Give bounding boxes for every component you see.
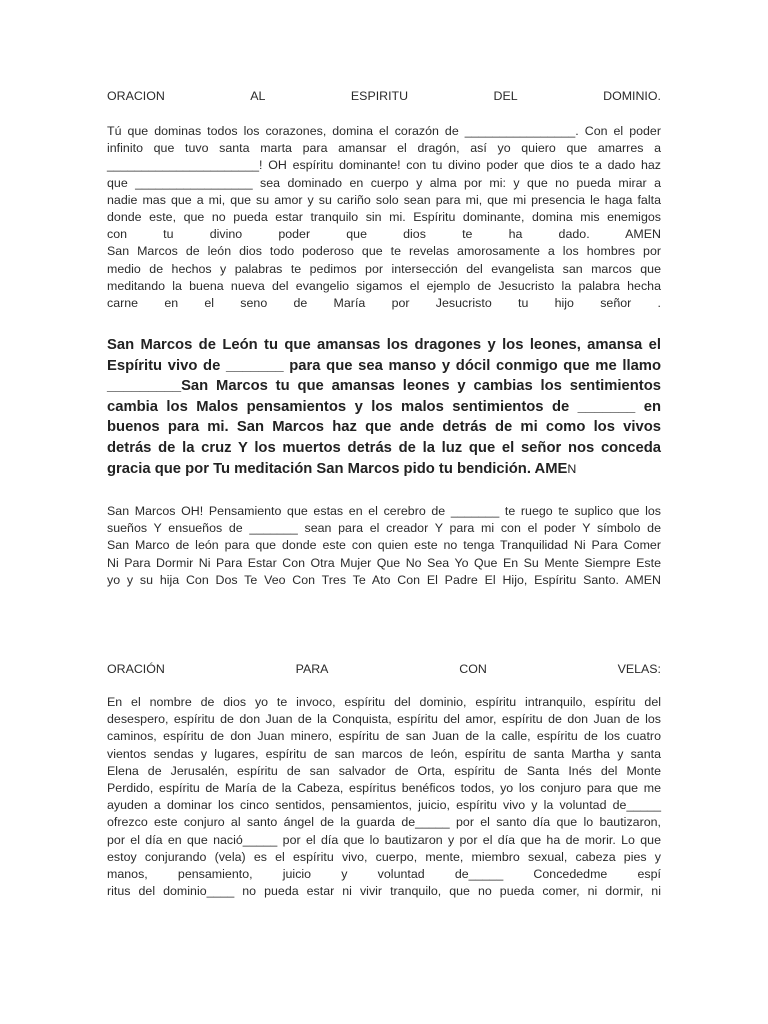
text-line: Tú que dominas todos los corazones, domina el corazón de ________________. Con el poder [107,124,661,138]
text-line [107,459,661,480]
text-line: ritus del dominio____ no pueda estar ni vivir tranquilo, que no pueda comer, ni dormir, ni [107,884,661,899]
text-line: infinito que tuvo santa marta para amansar el dragón, así yo quiero que amarres a [107,141,661,156]
text-fragment: gracia que por Tu meditación San Marcos pido tu bendición. AME [107,460,568,477]
text-line: Perdido, espíritu de María de la Cabeza, espíritus benéficos todos, yo los conjuro para que me [107,781,661,796]
text-line: detrás de la cruz Y los muertos detrás de la luz que el señor nos conceda [107,439,661,456]
paragraph-velas [107,694,661,900]
text-line: cambia los Malos pensamientos y los malos sentimientos de _______ en [107,398,661,415]
paragraph-san-marcos-bold [107,335,661,479]
text-line: donde este, que no pueda estar tranquilo sin mi. Espíritu dominante, domina mis enemigos [107,210,661,225]
text-line: con tu divino poder que dios te ha dado. AMEN [107,227,661,242]
text-line: San Marco de león para que donde este con quien este no tenga Tranquilidad Ni Para Comer [107,538,661,553]
text-line: vientos sendas y lugares, espíritu de san marcos de león, espíritu de santa Martha y santa [107,746,661,761]
paragraph-pensamiento [107,503,661,589]
heading-word: PARA [295,662,329,676]
text-line: medio de hechos y palabras te pedimos por intersección del evangelista san marcos que [107,261,661,276]
heading-word: ORACIÓN [107,662,165,676]
title-word: ORACION [107,89,165,103]
text-line: manos, pensamiento, juicio y voluntad de_____ Concededme espí [107,867,661,882]
paragraph-dominio [107,123,661,312]
heading-word: VELAS: [617,662,661,676]
text-line: ______________________! OH espíritu dominante! con tu divino poder que dios te a dado haz [107,158,661,173]
heading-word: CON [459,662,487,676]
text-line: San Marcos de León tu que amansas los dragones y los leones, amansa el [107,337,661,353]
text-line: nadie mas que a mi, que su amor y su cariño solo sean para mi, que mi presencia le haga falta [107,192,661,207]
text-line: En el nombre de dios yo te invoco, espíritu del dominio, espíritu intranquilo, espíritu del [107,695,661,709]
text-line: caminos, espíritu de don Juan minero, espíritu de san Juan de la calle, espíritu de los cuatro [107,729,661,744]
text-line: Espíritu vivo de _______ para que sea manso y dócil conmigo que me llamo [107,357,661,374]
text-line: estoy conjurando (vela) es el espíritu vivo, cuerpo, mente, miembro sexual, cabeza pies y [107,849,661,864]
text-line: sueños Y ensueños de _______ sean para el creador Y para mi con el poder Y símbolo de [107,521,661,536]
text-line: Elena de Jerusalén, espíritu de san salvador de Orta, espíritu de Santa Inés del Monte [107,763,661,778]
text-line: desespero, espíritu de don Juan de la Conquista, espíritu del amor, espíritu de don Juan de los [107,712,661,727]
text-line: _________San Marcos tu que amansas leones y cambias los sentimientos [107,378,661,395]
text-line: por el día en que nació_____ por el día que lo bautizaron y por el día que ha de morir. Lo que [107,832,661,847]
text-line: carne en el seno de María por Jesucristo tu hijo señor . [107,296,661,311]
title-word: AL [250,89,266,103]
text-line: buenos para mi. San Marcos haz que ande detrás de mi como los vivos [107,419,661,436]
text-line: meditando la buena nueva del evangelio sigamos el ejemplo de Jesucristo la palabra hecha [107,278,661,293]
text-line: Ni Para Dormir Ni Para Estar Con Otra Mujer Que No Sea Yo Que En Su Mente Siempre Este [107,555,661,570]
text-line: yo y su hija Con Dos Te Veo Con Tres Te Ato Con El Padre El Hijo, Espíritu Santo. AMEN [107,572,661,587]
title-word: DEL [493,89,518,103]
text-line: ayuden a dominar los cinco sentidos, pensamientos, juicio, espíritu vivo y la voluntad de_____ [107,798,661,813]
text-fragment: N [567,461,577,476]
title-word: ESPIRITU [350,89,409,103]
text-line: San Marcos OH! Pensamiento que estas en el cerebro de _______ te ruego te suplico que los [107,504,661,518]
text-line: ofrezco este conjuro al santo ángel de la guarda de_____ por el santo día que lo bautizaron, [107,815,661,830]
text-line: San Marcos de león dios todo poderoso que te revelas amorosamente a los hombres por [107,244,661,259]
prayer-title [107,88,661,105]
text-line: que _________________ sea dominado en cuerpo y alma por mi: y que no pueda mirar a [107,175,661,190]
section-heading-velas [107,661,661,678]
title-word: DOMINIO. [603,89,661,103]
